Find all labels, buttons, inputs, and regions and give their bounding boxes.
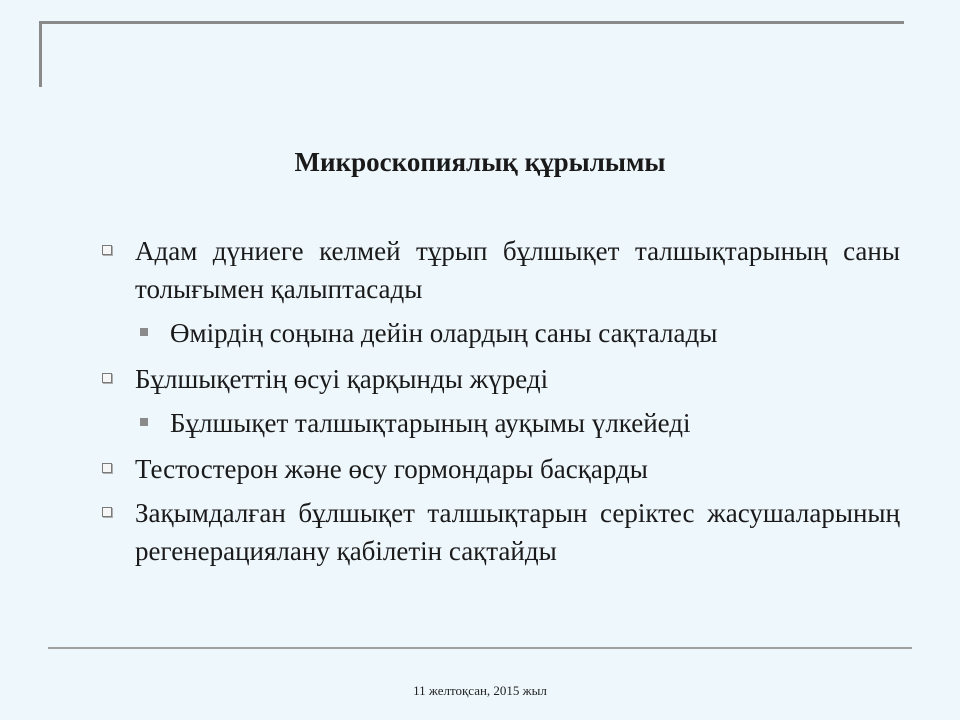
hollow-square-bullet-icon	[102, 245, 112, 255]
sub-bullet-text: Бұлшықет талшықтарының ауқымы үлкейеді	[170, 408, 691, 438]
hollow-square-bullet-icon	[102, 373, 112, 383]
bullet-text: Зақымдалған бұлшықет талшықтарын серіктес жасушаларының регенерациялану қабілетін сақтайды	[135, 498, 900, 566]
slide-title: Микроскопиялық құрылымы	[294, 147, 666, 177]
frame-bottom-line	[48, 647, 912, 649]
bullet-text: Бұлшықеттің өсуі қарқынды жүреді	[135, 364, 549, 394]
bullet-item	[100, 494, 900, 570]
solid-square-bullet-icon	[140, 418, 148, 426]
hollow-square-bullet-icon	[102, 507, 112, 517]
bullet-item	[100, 360, 900, 398]
bullet-item	[100, 232, 900, 308]
sub-bullet-item	[100, 404, 900, 442]
bullet-text: Тестостерон және өсу гормондары басқарды	[135, 454, 648, 484]
solid-square-bullet-icon	[140, 328, 148, 336]
bullet-list	[100, 232, 900, 576]
hollow-square-bullet-icon	[102, 463, 112, 473]
frame-left-line	[39, 21, 42, 87]
frame-top-line	[40, 21, 904, 24]
bullet-item	[100, 450, 900, 488]
bullet-text: Адам дүниеге келмей тұрып бұлшықет талшықтарының саны толығымен қалыптасады	[135, 236, 900, 304]
slide-footer-date: 11 желтоқсан, 2015 жыл	[413, 683, 547, 698]
sub-bullet-item	[100, 314, 900, 352]
sub-bullet-text: Өмірдің соңына дейін олардың саны сақталады	[170, 318, 718, 348]
